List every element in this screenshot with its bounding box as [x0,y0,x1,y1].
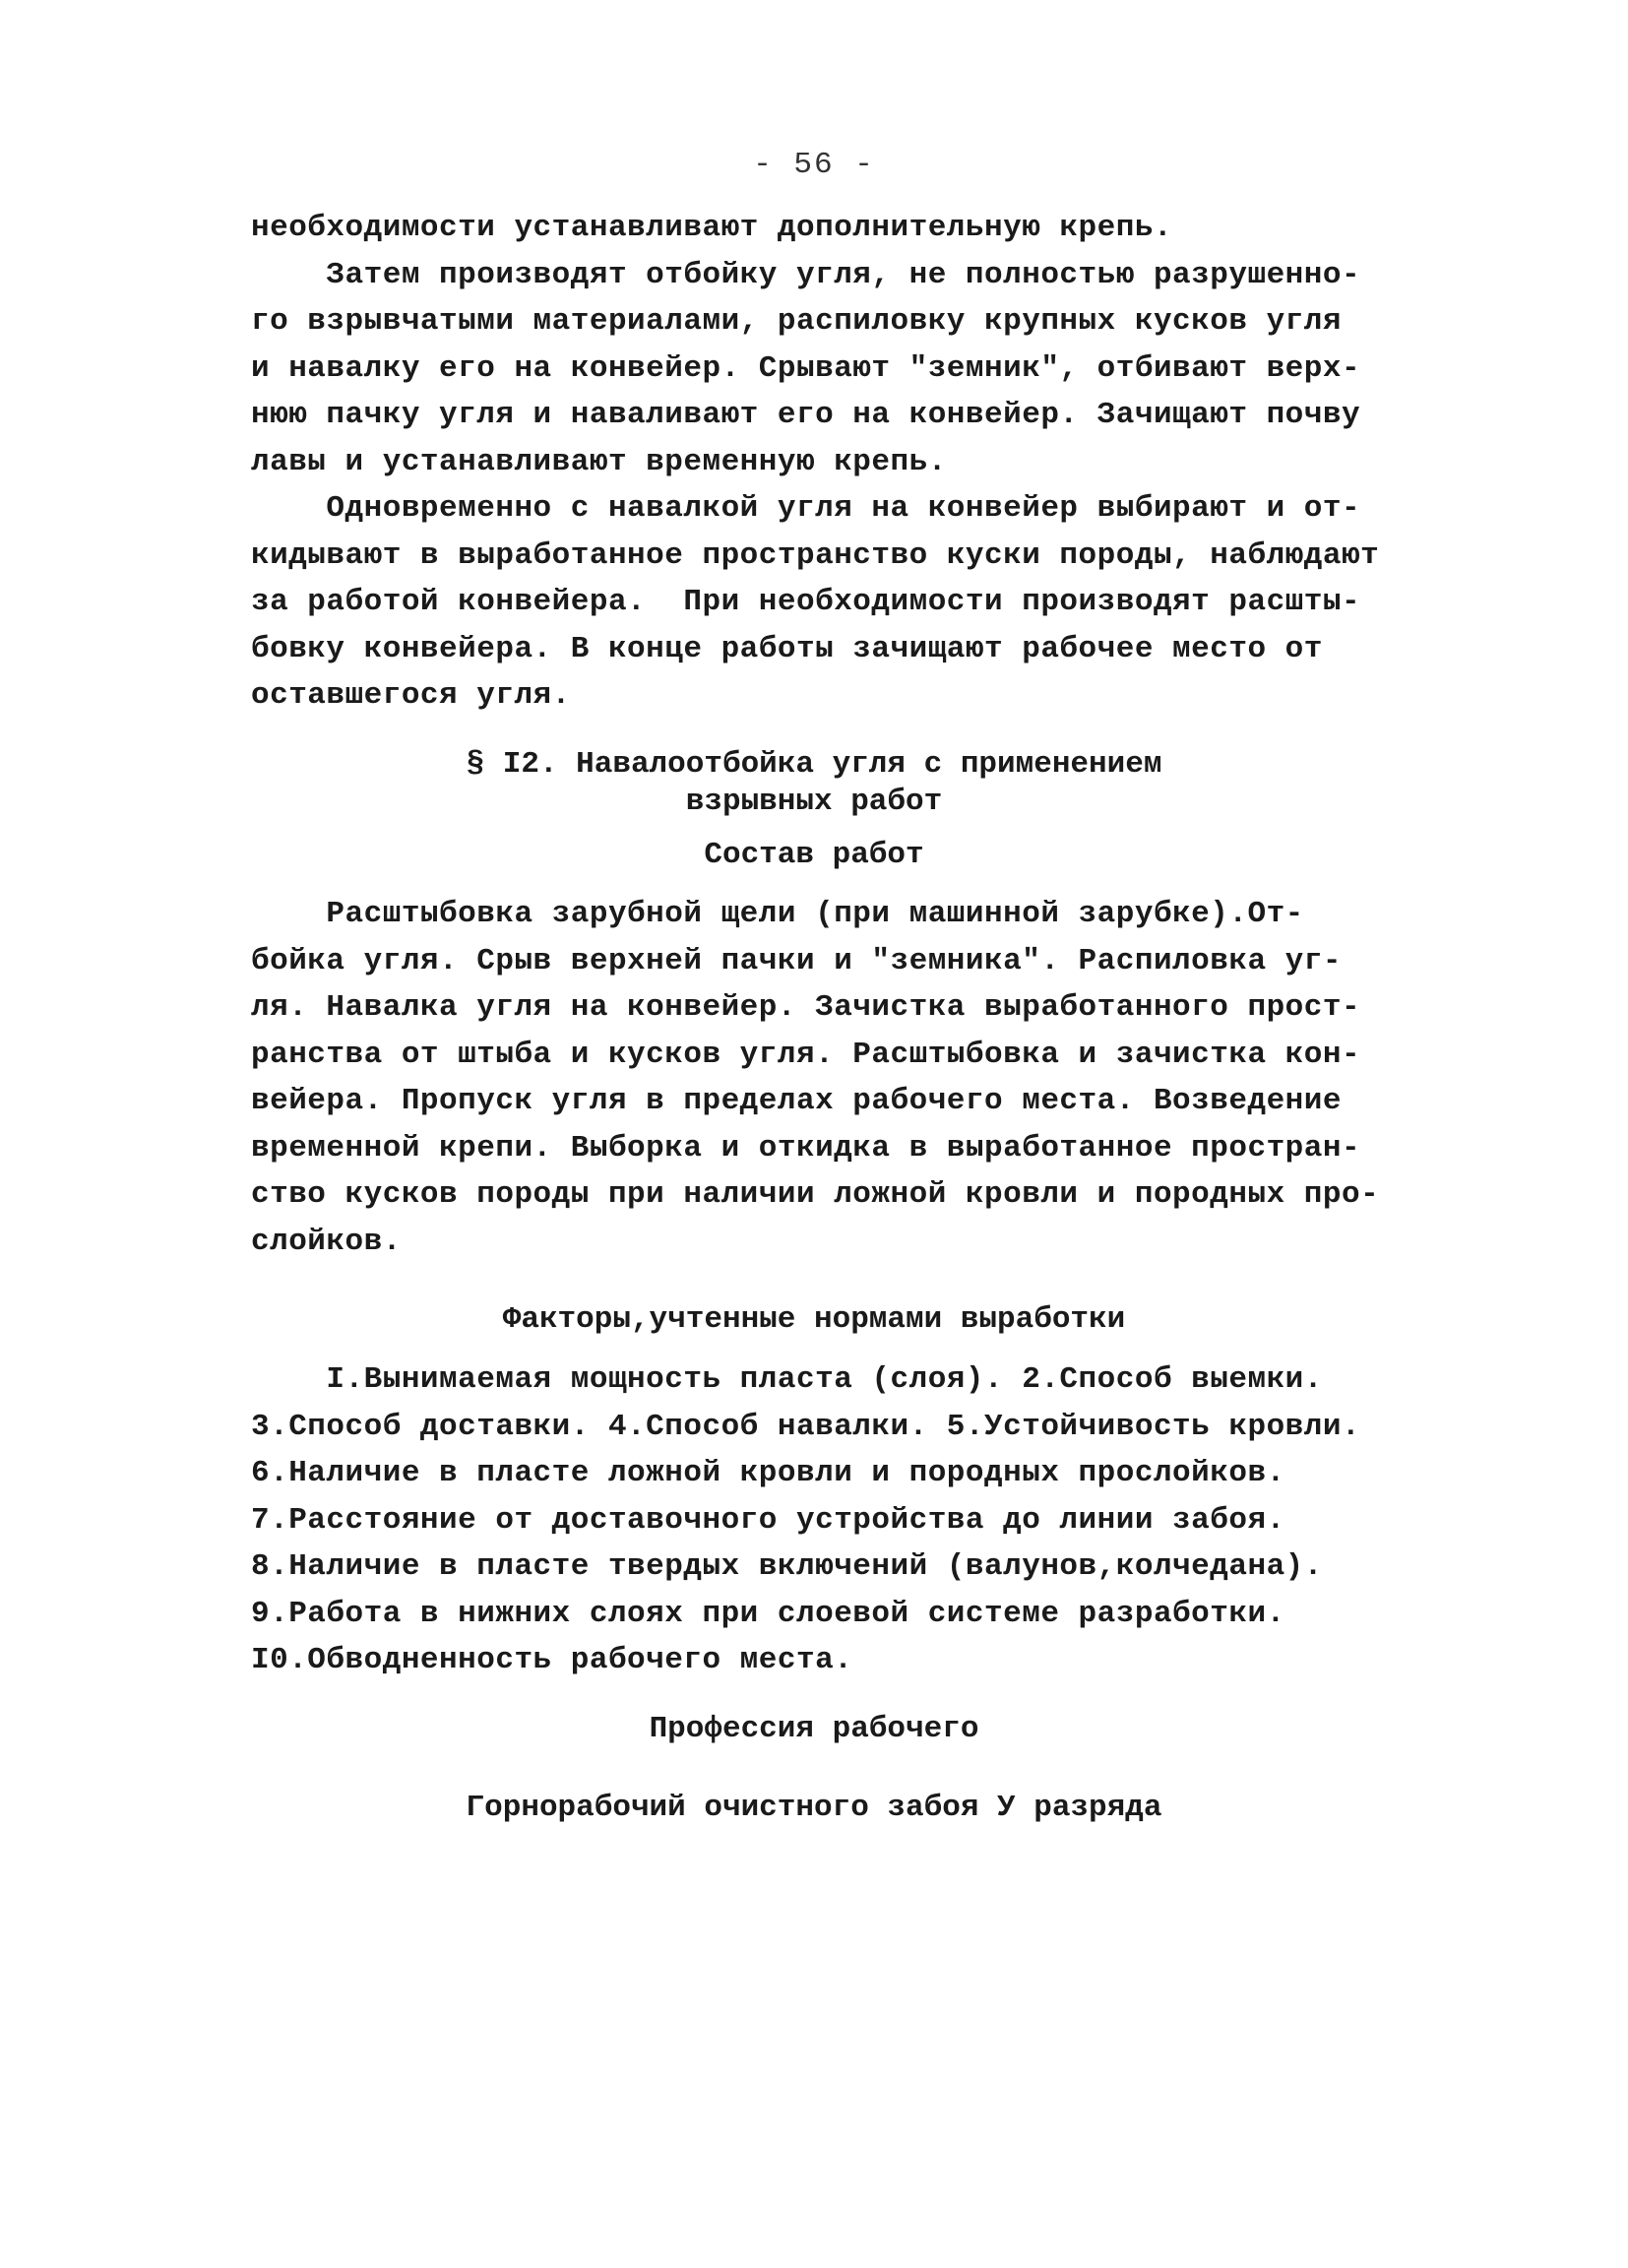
text-line: го взрывчатыми материалами, распиловку крупных кусков угля [251,304,1342,339]
factor-item: 7.Расстояние от доставочного устройства до линии забоя. [251,1502,1285,1538]
text-line: ство кусков породы при наличии ложной кровли и породных про- [251,1177,1380,1212]
section-heading-line-2: взрывных работ [685,785,943,819]
factor-item: 8.Наличие в пласте твердых включений (валунов,колчедана). [251,1549,1323,1584]
paragraph-block-1 [251,205,1393,485]
factor-item: 6.Наличие в пласте ложной кровли и породных прослойков. [251,1456,1285,1490]
text-line: вейера. Пропуск угля в пределах рабочего места. Возведение [251,1084,1342,1118]
text-line: ля. Навалка угля на конвейер. Зачистка выработанного прост- [251,990,1361,1025]
text-line: лавы и устанавливают временную крепь. [251,444,947,479]
factor-item: I0.Обводненность рабочего места. [251,1643,853,1677]
section-heading [0,746,1628,821]
text-line: необходимости устанавливают дополнительную крепь. [251,211,1173,245]
section-heading-line-1: § I2. Навалоотбойка угля с применением [466,747,1162,782]
text-line: кидывают в выработанное пространство куски породы, наблюдают [251,537,1380,573]
paragraph-block-2 [251,485,1393,720]
text-line: ранства от штыба и кусков угля. Расштыбовка и зачистка кон- [251,1037,1361,1072]
text-line: Затем производят отбойку угля, не полностью разрушенно- [251,257,1361,292]
factors-list [251,1356,1393,1684]
factor-item: 3.Способ доставки. 4.Способ навалки. 5.Устойчивость кровли. [251,1409,1361,1444]
page-number: - 56 - [753,148,875,182]
factors-title: Факторы,учтенные нормами выработки [502,1302,1126,1337]
text-line: Одновременно с навалкой угля на конвейер выбирают и от- [251,491,1361,526]
text-line: и навалку его на конвейер. Срывают "земник", отбивают верх- [251,350,1361,386]
text-line: временной крепи. Выборка и откидка в выработанное простран- [251,1130,1361,1166]
text-line: слойков. [251,1224,402,1259]
profession-title: Профессия рабочего [649,1712,979,1746]
text-line: за работой конвейера. При необходимости производят расшты- [251,585,1361,619]
text-line: бойка угля. Срыв верхней пачки и "земника". Распиловка уг- [251,943,1342,978]
composition-text [251,891,1393,1265]
factor-item: I.Вынимаемая мощность пласта (слоя). 2.Способ выемки. [251,1362,1323,1397]
text-line: бовку конвейера. В конце работы зачищают рабочее место от [251,631,1323,666]
text-line: нюю пачку угля и наваливают его на конвейер. Зачищают почву [251,398,1361,432]
text-line: оставшегося угля. [251,678,571,713]
profession-value: Горнорабочий очистного забоя У разряда [466,1791,1162,1825]
composition-title: Состав работ [704,838,924,872]
text-line: Расштыбовка зарубной щели (при машинной зарубке).От- [251,897,1304,931]
factor-item: 9.Работа в нижних слоях при слоевой системе разработки. [251,1596,1285,1631]
